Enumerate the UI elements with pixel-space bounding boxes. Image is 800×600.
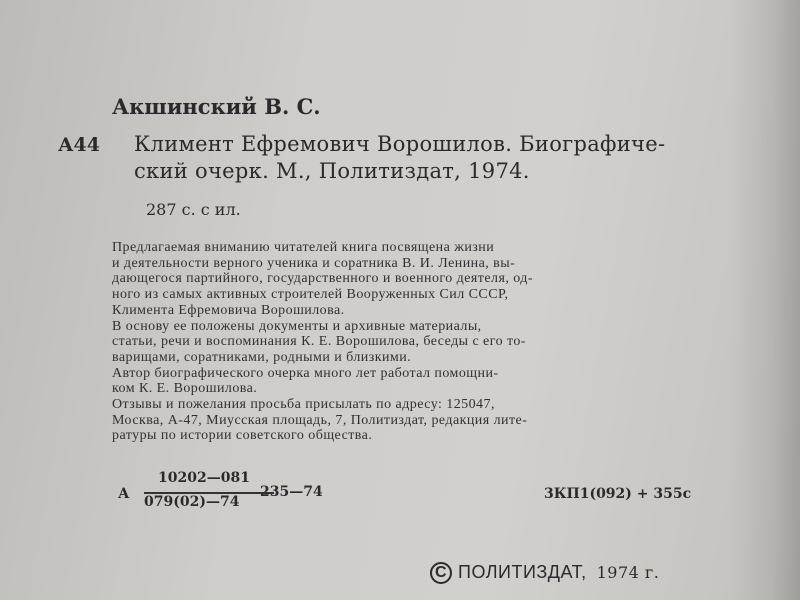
annotation-line: ратуры по истории советского общества. <box>112 428 373 444</box>
title-block <box>134 131 714 185</box>
copyright-line <box>430 562 659 584</box>
copyright-publisher: ПОЛИТИЗДАТ, <box>458 562 587 582</box>
copyright-year: 1974 г. <box>596 563 660 582</box>
annotation-line: В основу ее положены документы и архивные материалы, <box>112 318 482 334</box>
annotation-line: статьи, речи и воспоминания К. Е. Ворошилова, беседы с его то- <box>112 334 526 350</box>
title-line: Климент Ефремович Ворошилов. Биографиче- <box>134 132 666 156</box>
index-letter: А <box>118 486 130 502</box>
annotation-block <box>112 240 712 444</box>
author-name: Акшинский В. С. <box>112 94 321 119</box>
page-gutter-shadow <box>730 0 800 600</box>
annotation-line: варищами, соратниками, родными и близкими. <box>112 349 412 365</box>
annotation-line: ком К. Е. Ворошилова. <box>112 381 258 397</box>
annotation-line: Автор биографического очерка много лет работал помощни- <box>112 365 499 381</box>
annotation-line: Москва, А-47, Миусская площадь, 7, Политиздат, редакция лите- <box>112 412 528 428</box>
index-denominator: 079(02)—74 <box>144 494 240 510</box>
annotation-line: ного из самых активных строителей Вооруженных Сил СССР, <box>112 287 509 303</box>
catalog-code: А44 <box>58 134 100 156</box>
index-numerator: 10202—081 <box>158 470 250 486</box>
index-suffix: 235—74 <box>260 484 323 500</box>
copyright-icon: C <box>430 562 452 584</box>
title-line: ский очерк. М., Политиздат, 1974. <box>134 159 530 183</box>
page-count: 287 с. с ил. <box>146 200 241 219</box>
annotation-line: Отзывы и пожелания просьба присылать по адресу: 125047, <box>112 397 495 413</box>
annotation-line: и деятельности верного ученика и соратника В. И. Ленина, вы- <box>112 255 516 271</box>
classification-index: 3КП1(092) + 355с <box>544 486 692 502</box>
annotation-line: Предлагаемая вниманию читателей книга посвящена жизни <box>112 240 495 255</box>
annotation-line: дающегося партийного, государственного и военного деятеля, од- <box>112 271 533 287</box>
annotation-line: Климента Ефремовича Ворошилова. <box>112 302 345 318</box>
